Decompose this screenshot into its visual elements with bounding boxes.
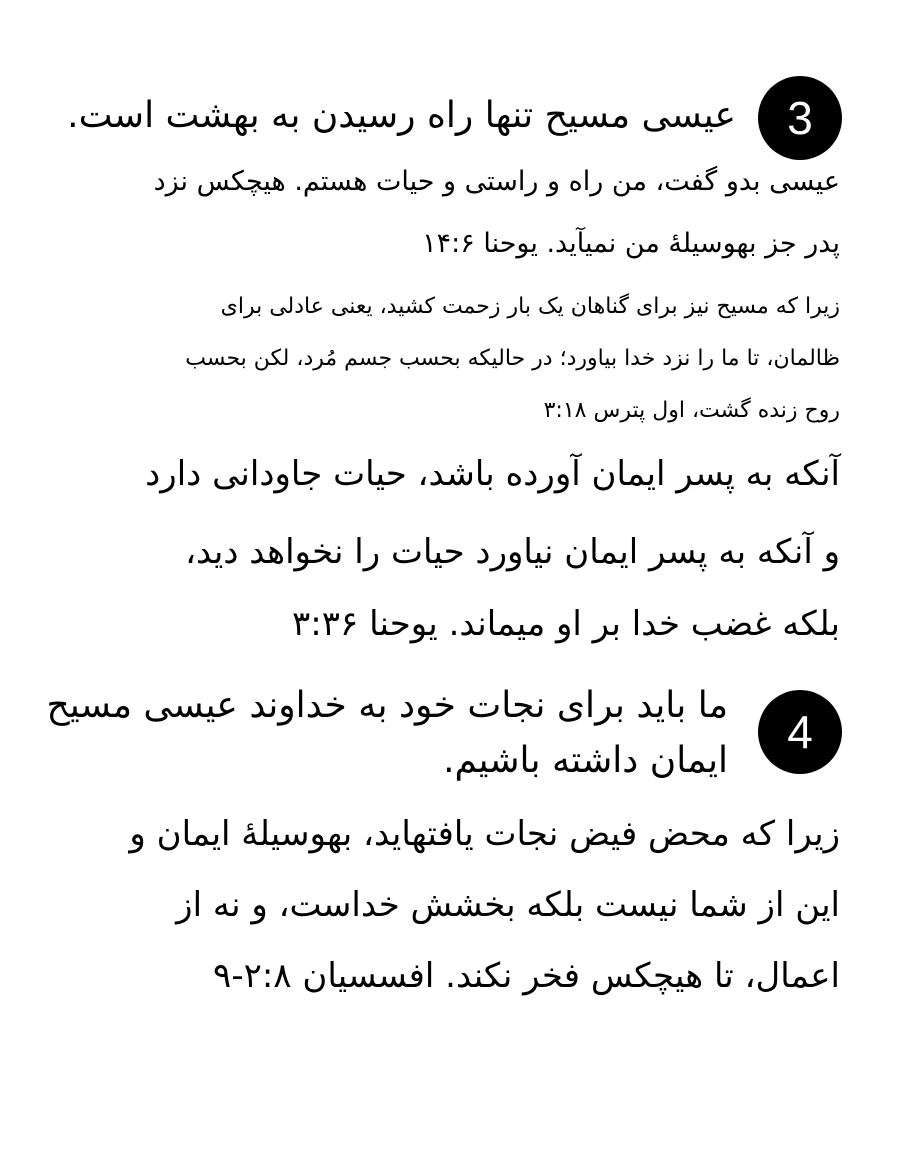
john-14-6-line-1: عیسی بدو گفت، من راه و راستی و حیات هستم. هیچکس نزد: [153, 166, 840, 197]
step-3-number-badge: 3: [758, 76, 842, 160]
1-peter-3-18-line-3: روح زنده گشت، اول پترس ۳:۱۸: [543, 398, 840, 423]
section-4-heading-line-1: ما باید برای نجات خود به خداوند عیسی مسیح: [46, 685, 728, 726]
1-peter-3-18-line-1: زیرا که مسیح نیز برای گناهان یک بار زحمت کشید، یعنی عادلی برای: [220, 294, 840, 319]
ephesians-2-8-9-line-2: این از شما نیست بلکه بخشش خداست، و نه از: [176, 885, 840, 925]
john-3-36-line-1: آنکه به پسر ایمان آورده باشد، حیات جاودانی دارد: [145, 454, 840, 494]
1-peter-3-18-line-2: ظالمان، تا ما را نزد خدا بیاورد؛ در حالیکه بحسب جسم مُرد، لکن بحسب: [185, 346, 840, 371]
ephesians-2-8-9-line-1: زیرا که محض فیض نجات یافتهاید، بهوسیلهٔ ایمان و: [129, 814, 840, 854]
ephesians-2-8-9-line-3: اعمال، تا هیچکس فخر نکند. افسسیان ۲:۸-۹: [213, 956, 840, 996]
john-3-36-line-3: بلکه غضب خدا بر او میماند. یوحنا ۳:۳۶: [292, 604, 840, 644]
john-14-6-line-2: پدر جز بهوسیلهٔ من نمیآید. یوحنا ۱۴:۶: [422, 228, 840, 259]
step-4-number-badge: 4: [758, 690, 842, 774]
section-3-heading: عیسی مسیح تنها راه رسیدن به بهشت است.: [67, 95, 736, 136]
section-4-heading-line-2: ایمان داشته باشیم.: [443, 740, 728, 781]
john-3-36-line-2: و آنکه به پسر ایمان نیاورد حیات را نخواهد دید،: [185, 532, 840, 572]
